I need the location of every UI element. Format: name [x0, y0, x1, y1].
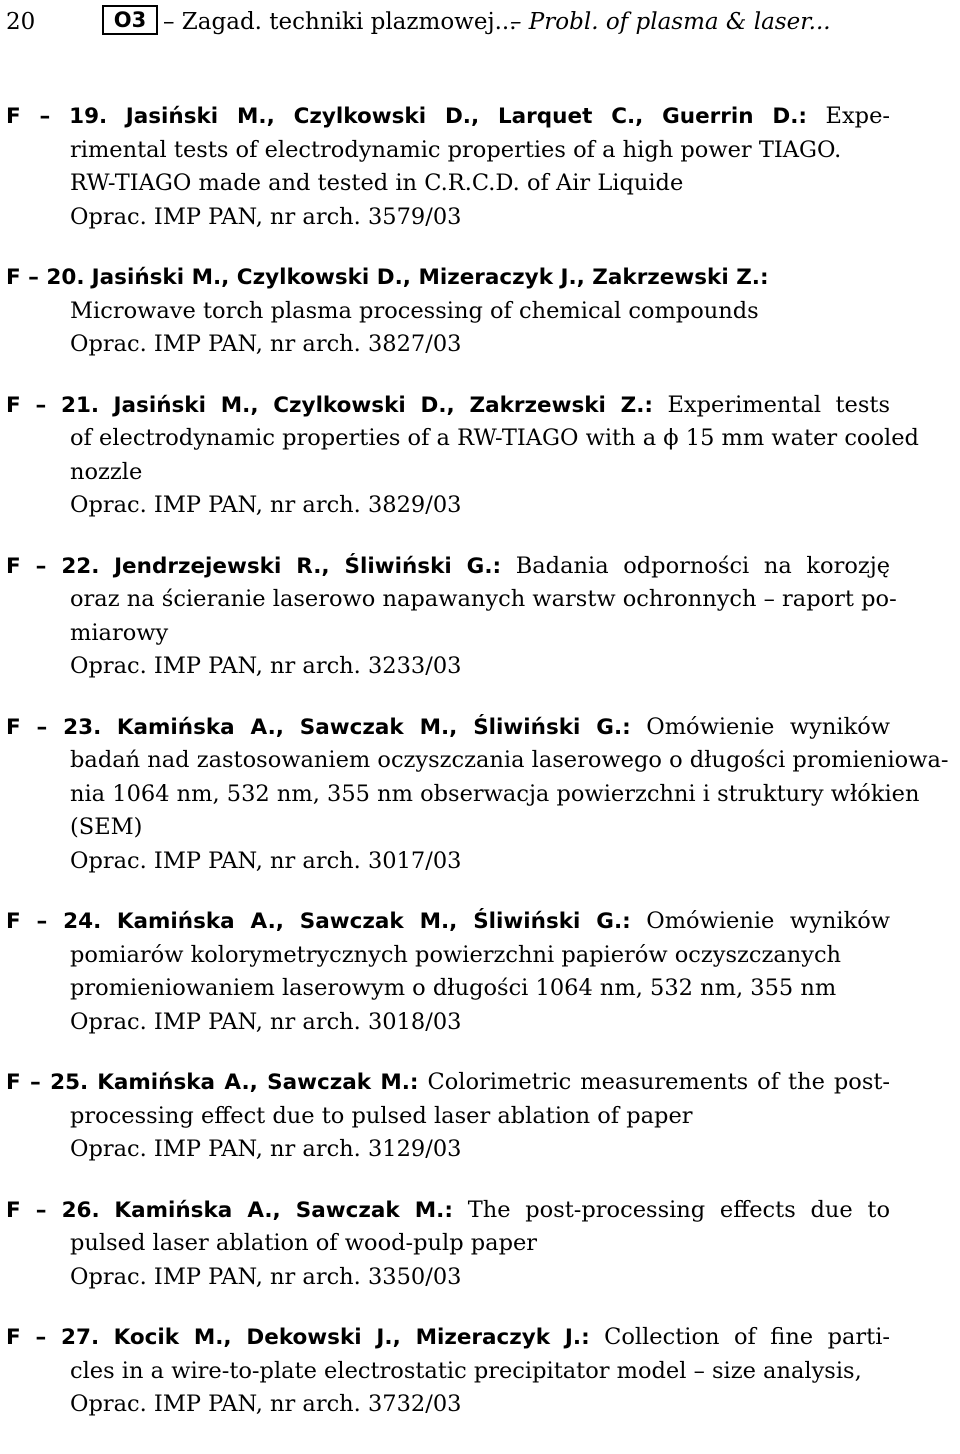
entry-label: F – 21.: [6, 392, 100, 418]
entry-authors: Kamińska A., Sawczak M., Śliwiński G.:: [116, 714, 631, 740]
entry-label: F – 20.: [6, 265, 85, 290]
entry-title-start: Badania odporności na korozję: [515, 552, 890, 579]
entry-first-line: [0, 1194, 890, 1228]
entry-title-line: processing effect due to pulsed laser ablation of paper: [70, 1102, 693, 1129]
entry-authors: Jasiński M., Czylkowski D., Mizeraczyk J., Zakrzewski Z.:: [91, 265, 769, 290]
entry-title-line: cles in a wire-to-plate electrostatic precipitator model – size analysis,: [70, 1357, 862, 1384]
entry-authors: Kamińska A., Sawczak M.:: [114, 1197, 453, 1223]
entry-archive-number: Oprac. IMP PAN, nr arch. 3017/03: [70, 847, 462, 874]
entry-authors: Kamińska A., Sawczak M., Śliwiński G.:: [116, 909, 631, 934]
entry-title-line: oraz na ścieranie laserowo napawanych warstw ochronnych – raport po-: [70, 586, 897, 612]
entry-label: F – 22.: [6, 553, 100, 579]
entry-title-line: miarowy: [70, 619, 169, 646]
entry-archive-number: Oprac. IMP PAN, nr arch. 3129/03: [70, 1136, 462, 1162]
entry-title-start: The post-processing effects due to: [467, 1196, 890, 1223]
entry-title-line: of electrodynamic properties of a RW-TIAGO with a ϕ 15 mm water cooled: [70, 425, 919, 451]
entry-first-line: [0, 711, 890, 745]
entry-first-line: [0, 905, 890, 939]
entry-label: F – 23.: [6, 714, 102, 740]
entry-title-line: Microwave torch plasma processing of chemical compounds: [70, 297, 759, 324]
entry-title-start: Omówienie wyników: [646, 908, 890, 934]
entry-title-line: pomiarów kolorymetrycznych powierzchni papierów oczyszczanych: [70, 941, 842, 968]
entry-authors: Jasiński M., Czylkowski D., Zakrzewski Z.:: [113, 392, 654, 418]
entry-title-line: promieniowaniem laserowym o długości 1064 nm, 532 nm, 355 nm: [70, 975, 837, 1001]
report-entry: [0, 905, 960, 1039]
running-header: [0, 2, 960, 42]
section-title-english: – Probl. of plasma & laser...: [510, 9, 831, 35]
entry-first-line: [0, 261, 960, 295]
section-title-polish: – Zagad. techniki plazmowej...: [163, 9, 517, 35]
entry-title-line: badań nad zastosowaniem oczyszczania laserowego o długości promieniowa-: [70, 747, 949, 773]
entry-title-start: Collection of fine parti-: [604, 1324, 890, 1350]
entry-archive-number: Oprac. IMP PAN, nr arch. 3829/03: [70, 492, 462, 518]
report-entry: [0, 100, 960, 234]
entry-title-line: nia 1064 nm, 532 nm, 355 nm obserwacja powierzchni i struktury włókien: [70, 780, 920, 807]
entry-title-line: nozzle: [70, 458, 143, 485]
entry-title-line: pulsed laser ablation of wood-pulp paper: [70, 1230, 538, 1256]
section-code-box: O3: [102, 5, 158, 35]
entry-title-start: Omówienie wyników: [646, 713, 890, 740]
entry-title-start: Colorimetric measurements of the post-: [427, 1069, 890, 1095]
report-entry: [0, 389, 960, 523]
entry-title-start: Experimental tests: [667, 391, 890, 418]
entry-archive-number: Oprac. IMP PAN, nr arch. 3732/03: [70, 1391, 462, 1417]
entry-label: F – 26.: [6, 1197, 100, 1223]
report-entry: [0, 1194, 960, 1295]
entry-archive-number: Oprac. IMP PAN, nr arch. 3018/03: [70, 1008, 462, 1035]
entry-title-start: Expe-: [825, 103, 890, 129]
entry-archive-number: Oprac. IMP PAN, nr arch. 3233/03: [70, 653, 462, 679]
page-number: 20: [6, 9, 36, 35]
entry-authors: Jendrzejewski R., Śliwiński G.:: [114, 553, 502, 579]
entry-archive-number: Oprac. IMP PAN, nr arch. 3579/03: [70, 203, 462, 230]
entry-label: F – 19.: [6, 104, 108, 129]
entry-archive-number: Oprac. IMP PAN, nr arch. 3827/03: [70, 331, 462, 357]
entry-authors: Jasiński M., Czylkowski D., Larquet C., Guerrin D.:: [125, 104, 808, 129]
entry-first-line: [0, 1321, 890, 1355]
entry-authors: Kocik M., Dekowski J., Mizeraczyk J.:: [113, 1325, 590, 1350]
report-entry: [0, 1066, 960, 1167]
entry-label: F – 24.: [6, 909, 102, 934]
report-entry: [0, 261, 960, 362]
entry-title-line: rimental tests of electrodynamic properties of a high power TIAGO.: [70, 136, 842, 163]
entry-label: F – 27.: [6, 1325, 100, 1350]
entry-first-line: [0, 100, 890, 134]
entry-archive-number: Oprac. IMP PAN, nr arch. 3350/03: [70, 1263, 462, 1290]
entry-authors: Kamińska A., Sawczak M.:: [97, 1070, 419, 1095]
report-entry: [0, 1321, 960, 1422]
report-list: [0, 100, 960, 1449]
entry-first-line: [0, 550, 890, 584]
entry-title-line: (SEM): [70, 814, 143, 840]
entry-title-line: RW-TIAGO made and tested in C.R.C.D. of Air Liquide: [70, 170, 684, 196]
report-entry: [0, 711, 960, 879]
report-entry: [0, 550, 960, 684]
entry-first-line: [0, 1066, 890, 1100]
entry-label: F – 25.: [6, 1070, 89, 1095]
entry-first-line: [0, 389, 890, 423]
